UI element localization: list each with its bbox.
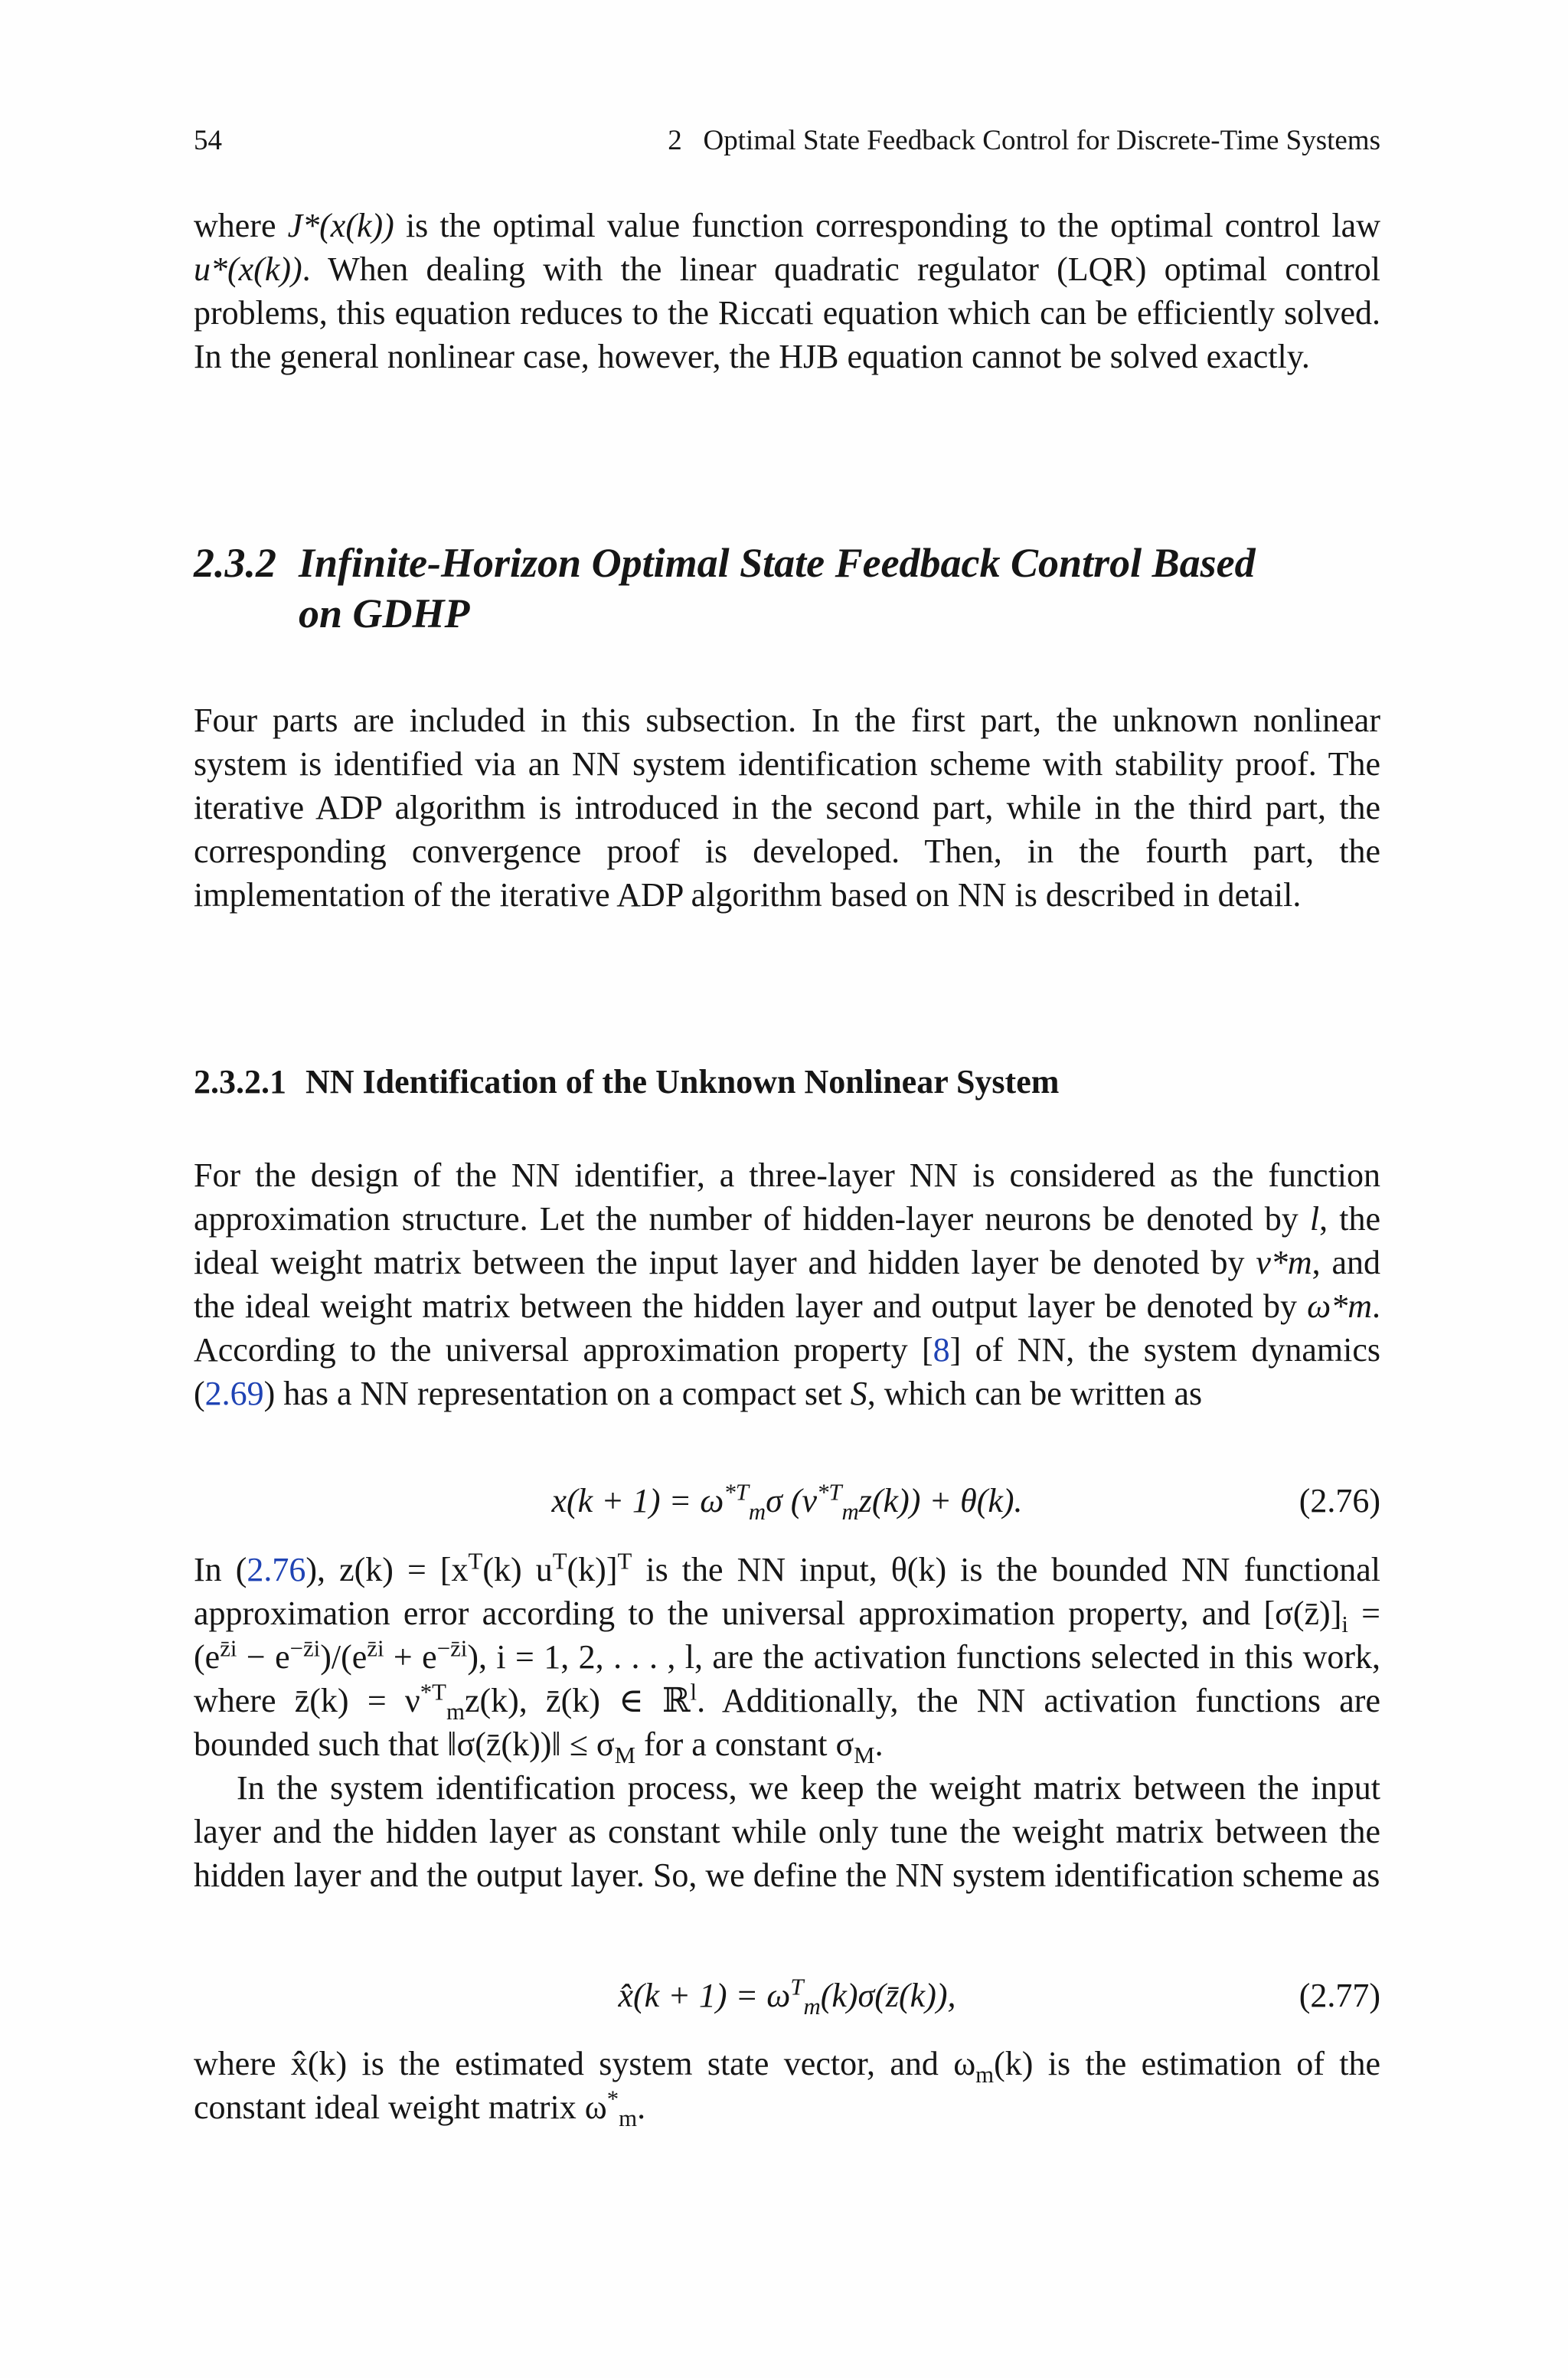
equation-formula: x̂(k + $1) = \omega^T_m(k)\sigma(z̄(k))$, — [618, 1974, 956, 2020]
chapter-title: 2 Optimal State Feedback Control for Discrete-Time Systems — [668, 125, 1380, 156]
intro-paragraph: where J*(x(k)) is the optimal value function corresponding to the optimal control law u*(x(k)). When dealing with the linear quadratic regulator (LQR) optimal control problems, this equation reduces to the Riccati equation which can be efficiently solved. In the general nonlinear case, however, the HJB equation cannot be solved exactly. — [194, 207, 1380, 375]
equation-link-2-69[interactable]: 2.69 — [204, 1375, 264, 1412]
subsection-number: 2.3.2.1 — [194, 1063, 286, 1101]
section-title-line2: on GDHP — [299, 590, 470, 636]
section-title-line1: Infinite-Horizon Optimal State Feedback Control Based — [299, 540, 1256, 586]
equation-2-77 — [194, 1973, 1380, 2019]
equation-link-2-76[interactable]: 2.76 — [247, 1551, 306, 1588]
activation-paragraph: In (2.76), $z(k) = [x^T(k)$ $u^T(k)]^T$ is the NN input, θ(k) is the bounded NN functional approximation error according to the universal approximation property, and $[\sigma(z̄)]_i = (e^{z̄i} - e^{-z̄i})/(e^{z̄i} + e^{-z̄i})$, i = 1, 2, . . . , l, are the activation functions selected in this work, where z̄(k) = $\nu^{*T}_mz(k)$, z̄(k) ∈ ℝ$^l$. Additionally, the NN activation functions are bounded such that ‖σ(z̄(k))‖ ≤ $\sigma_M$ for a constant $\sigma_M$. — [194, 1548, 1380, 1768]
page-number: 54 — [194, 125, 222, 156]
nn-paragraph: For the design of the NN identifier, a three-layer NN is considered as the function approximation structure. Let the number of hidden-layer neurons be denoted by l, the ideal weight matrix between the input layer and hidden layer be denoted by ν*m, and the ideal weight matrix between the hidden layer and output layer be denoted by ω*m. According to the universal approximation property [8] of NN, the system dynamics (2.69) has a NN representation on a compact set S, which can be written as — [194, 1156, 1381, 1412]
equation-2-76 — [194, 1478, 1380, 1524]
math-j-star: J*(x(k)) — [287, 207, 394, 244]
section-number: 2.3.2 — [194, 540, 276, 586]
section-heading — [194, 538, 1380, 639]
equation-formula: $x(k + 1) = \omega^{*T}_m\sigma$ $(\nu^{*T}_mz(k)) + \theta(k)$. — [551, 1479, 1023, 1525]
final-paragraph: where x̂(k) is the estimated system state vector, and $\omega_m(k)$ is the estimation of the constant ideal weight matrix $\omega^*_m$. — [194, 2045, 1380, 2131]
math-u-star: u*(x(k)) — [194, 250, 302, 288]
running-head — [194, 123, 1380, 159]
subsection-heading — [194, 1060, 1380, 1104]
equation-number: (2.76) — [1298, 1482, 1380, 1519]
equation-number: (2.77) — [1298, 1977, 1380, 2014]
identification-paragraph: In the system identification process, we keep the weight matrix between the input layer and the hidden layer as constant while only tune the weight matrix between the hidden layer and the output layer. So, we define the NN system identification scheme as — [194, 1769, 1380, 1894]
subsection-title: NN Identification of the Unknown Nonlinear System — [305, 1063, 1060, 1101]
section-paragraph: Four parts are included in this subsection. In the first part, the unknown nonlinear system is identified via an NN system identification scheme with stability proof. The iterative ADP algorithm is introduced in the second part, while in the third part, the corresponding convergence proof is developed. Then, in the fourth part, the implementation of the iterative ADP algorithm based on NN is described in detail. — [194, 702, 1380, 914]
citation-link[interactable]: 8 — [933, 1331, 950, 1369]
